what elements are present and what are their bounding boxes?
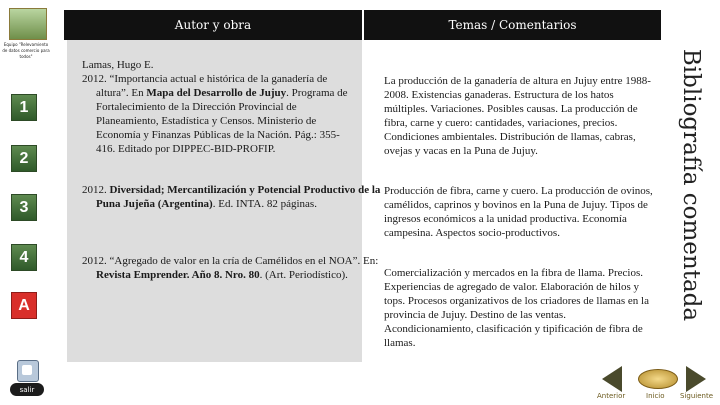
header-topics-comments: Temas / Comentarios bbox=[364, 10, 661, 40]
left-sidebar bbox=[0, 0, 52, 405]
entry-2-title: Diversidad; Mercantilización y Potencial Productivo de la Puna Jujeña (Argentina) bbox=[96, 184, 381, 210]
section-title-vertical: Bibliografía comentada bbox=[678, 48, 704, 322]
nav-button-1[interactable]: 1 bbox=[11, 94, 37, 121]
header-author-work: Autor y obra bbox=[64, 10, 362, 40]
nav-button-a[interactable]: A bbox=[11, 292, 37, 319]
entry-3-comment: Comercialización y mercados en la fibra de llama. Precios. Experiencias de agregado de valor. Elaboración de hilos y tops. Procesos organizativos de los criadores de llamas en la provincia de Jujuy. Destino de las ventas. Acondicionamiento, clasificación y tipificación de fibra de llamas. bbox=[384, 267, 649, 349]
entry-3-citation: 2012. “Agregado de valor en la cría de Camélidos en el NOA”. En: Revista Emprender. Año 8. Nro. 80. (Art. Periodístico). bbox=[82, 255, 379, 281]
logo-caption: Equipo "Relevamiento de datos comercio para todos" bbox=[2, 42, 50, 59]
entry-1-title: Mapa del Desarrollo de Jujuy bbox=[146, 87, 287, 99]
nav-button-2[interactable]: 2 bbox=[11, 145, 37, 172]
home-oval-icon[interactable] bbox=[638, 369, 678, 389]
next-link[interactable]: Siguiente bbox=[680, 392, 714, 400]
home-icon[interactable] bbox=[17, 360, 39, 382]
entry-2-citation: 2012. Diversidad; Mercantilización y Potencial Productivo de la Puna Jujeña (Argentina). Ed. INTA. 82 páginas. bbox=[82, 184, 381, 210]
next-arrow-icon[interactable] bbox=[686, 366, 706, 392]
entry-1-citation bbox=[82, 58, 358, 156]
exit-button[interactable]: salir bbox=[10, 383, 44, 396]
entry-1-reference: 2012. “Importancia actual e histórica de la ganadería de altura”. En Mapa del Desarrollo de Jujuy. Programa de Fortalecimiento de la Dirección Provincial de Planeamiento, Estadística y Censos. Ministerio de Economía y Finanzas Públicas de la Nación. Pág.: 355-416. Editado por DIPPEC-BID-PROFIP. bbox=[82, 73, 348, 155]
home-link[interactable]: Inicio bbox=[646, 392, 665, 400]
entry-1-author: Lamas, Hugo E. bbox=[82, 59, 154, 71]
entry-2-comment: Producción de fibra, carne y cuero. La producción de ovinos, camélidos, caprinos y bovinos en la Puna de Jujuy. Tipos de ingresos económicos a la unidad productiva. Economía campesina. Aspectos socio-productivos. bbox=[384, 185, 653, 239]
nav-button-4[interactable]: 4 bbox=[11, 244, 37, 271]
entry-1-comment: La producción de la ganadería de altura en Jujuy entre 1988-2008. Existencias ganaderas. Estructura de los hatos múltiples. Variaciones. Posibles causas. La producción de fibra, carne y cuero: cantidades, variaciones, precios. Condiciones ambientales. Distribución de llamas, cabras, ovejas y vacas en la Puna de Jujuy. bbox=[384, 75, 651, 157]
previous-link[interactable]: Anterior bbox=[597, 392, 626, 400]
entry-3-title: Revista Emprender. Año 8. Nro. 80 bbox=[96, 269, 260, 281]
nav-button-3[interactable]: 3 bbox=[11, 194, 37, 221]
previous-arrow-icon[interactable] bbox=[602, 366, 622, 392]
team-logo bbox=[9, 8, 47, 40]
